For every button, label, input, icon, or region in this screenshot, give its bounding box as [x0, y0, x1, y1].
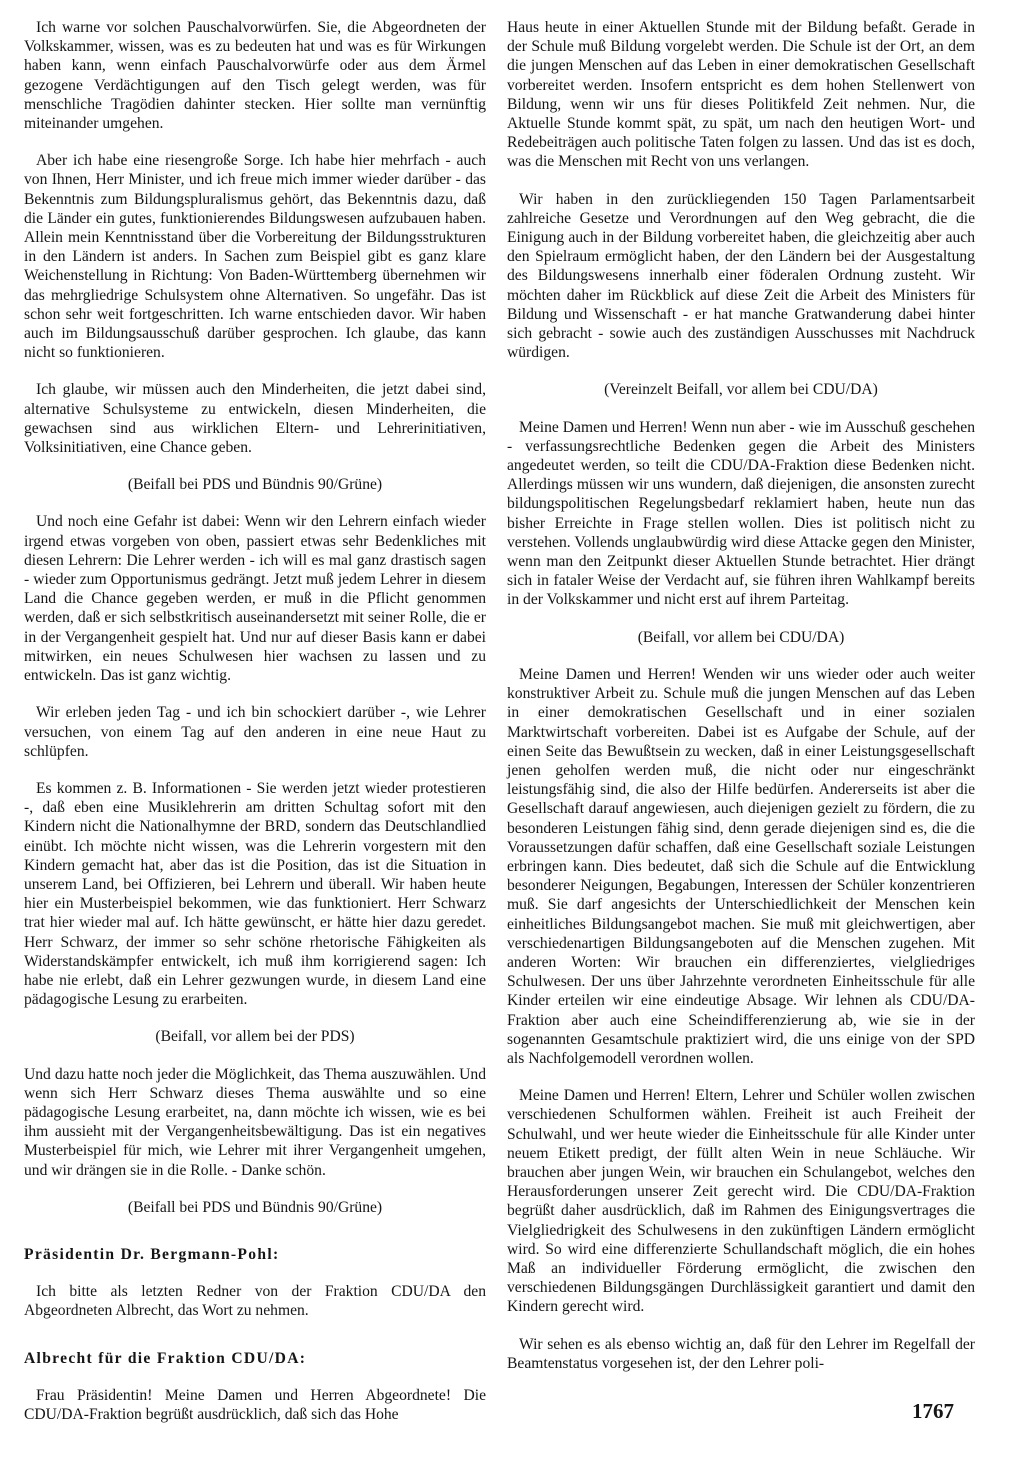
paragraph: Meine Damen und Herren! Eltern, Lehrer und Schüler wollen zwischen verschiedenen Schulformen wählen. Freiheit ist auch Freiheit der Schulwahl, und wer heute wieder die Einheitsschule für alle Kinder unter neuem Etikett predigt, der füllt alten Wein in neue Schläuche. Wir brauchen aber jungen Wein, wir brauchen ein Schulangebot, welches den Herausforderungen unserer Zeit gerecht wird. Die CDU/DA-Fraktion begrüßt daher ausdrücklich, daß im Rahmen des Einigungsvertrages die Vielgliedrigkeit des Schulwesens in den zukünftigen Ländern ermöglicht wird. So wird eine differenzierte Schullandschaft möglich, die ein hohes Maß an individueller Förderung ermöglicht, die zwischen den verschiedenen Bildungsgängen Durchlässigkeit garantiert und damit den Kindern gerecht wird.	[507, 1087, 975, 1316]
paragraph: Haus heute in einer Aktuellen Stunde mit der Bildung befaßt. Gerade in der Schule muß Bildung vorgelebt werden. Die Schule ist der Ort, an dem die jungen Menschen auf das Leben in einer demokratischen Gesellschaft vorbereitet werden. Insofern entspricht es dem hohen Stellenwert von Bildung, wenn wir uns für dieses Politikfeld Zeit nehmen. Nur, die Aktuelle Stunde kommt spät, zu spät, um nach den heutigen Wort- und Redebeiträgen auch politische Taten folgen zu lassen. Und das ist es doch, was die Menschen mit Recht von uns verlangen.	[507, 19, 975, 171]
paragraph: Meine Damen und Herren! Wenden wir uns wieder oder auch weiter konstruktiver Arbeit zu. Schule muß die jungen Menschen auf das Leben in einer demokratischen Gesellschaft und in einer sozialen Marktwirtschaft vorbereiten. Dabei ist es Aufgabe der Schule, auf der einen Seite das Bewußtsein zu wecken, daß in einer Leistungsgesellschaft jenen geholfen werden muß, die nicht oder nur eingeschränkt leistungsfähig sind, die also der Hilfe bedürfen. Andererseits ist aber die Gesellschaft darauf angewiesen, auch diejenigen gezielt zu fördern, die zu besonderen Leistungen fähig sind, denn gerade diejenigen sind es, die die Voraussetzungen dafür schaffen, daß eine Gesellschaft soziale Leistungen erbringen kann. Dies bedeutet, daß sich die Schule auf die Entwicklung besonderer Neigungen, Begabungen, Interessen der Schüler konzentrieren muß. Sie darf angesichts der Unterschiedlichkeit der Menschen kein einheitliches Bildungsangebot machen. Sie muß mit gleichwertigen, aber verschiedenartigen Bildungsangeboten auf die Menschen zugehen. Mit anderen Worten: Wir brauchen ein differenziertes, vielgliedriges Schulwesen. Der uns über Jahrzehnte verordneten Einheitsschule für alle Kinder erteilen wir eine eindeutige Absage. Wir lehnen als CDU/DA-Fraktion aber auch eine Scheindifferenzierung ab, wie sie in der sogenannten Gesamtschule praktiziert wird, die uns einige von der SPD als Nachfolgemodell verordnen wollen.	[507, 665, 975, 1067]
left-column	[24, 18, 486, 1442]
paragraph: Es kommen z. B. Informationen - Sie werden jetzt wieder protestieren -, daß eben eine Musiklehrerin am dritten Schultag sofort mit den Kindern nicht die Nationalhymne der BRD, sondern das Deutschlandlied einübt. Ich möchte nicht wissen, was die Lehrerin vorgestern mit den Kindern gemacht hat, aber das ist die Position, das ist die Situation in unserem Land, bei Offizieren, bei Lehrern und überall. Wir haben heute hier ein Musterbeispiel bekommen, wie das funktioniert. Herr Schwarz trat hier wieder mal auf. Ich hätte gewünscht, er hätte hier dazu geredet. Herr Schwarz, der immer so sehr schöne rhetorische Fähigkeiten als Widerstandskämpfer entwickelt, ich muß ihm korrigierend sagen: Ich habe nie erlebt, daß ein Lehrer gezwungen wurde, in diesem Land eine pädagogische Lesung zu erarbeiten.	[24, 779, 486, 1009]
paragraph: Und dazu hatte noch jeder die Möglichkeit, das Thema auszuwählen. Und wenn sich Herr Schwarz dieses Thema auswählte und so eine pädagogische Lesung erarbeitet, na, dann möchte ich wissen, wie es bei ihm aussieht mit der Vergangenheitsbewältigung. Das ist ein negatives Musterbeispiel für mich, wie Lehrer mit ihrer Vergangenheit umgehen, und wir drängen sie in die Rolle. - Danke schön.	[24, 1065, 486, 1179]
applause-note: (Beifall, vor allem bei der PDS)	[155, 1028, 355, 1046]
applause-note: (Beifall bei PDS und Bündnis 90/Grüne)	[127, 1198, 383, 1216]
paragraph: Frau Präsidentin! Meine Damen und Herren Abgeordnete! Die CDU/DA-Fraktion begrüßt ausdrücklich, daß sich das Hohe	[24, 1386, 486, 1423]
applause-note: (Beifall bei PDS und Bündnis 90/Grüne)	[127, 476, 383, 494]
right-column	[507, 18, 975, 1391]
paragraph: Wir haben in den zurückliegenden 150 Tagen Parlamentsarbeit zahlreiche Gesetze und Verordnungen auf den Weg gebracht, die die Einigung auch in der Bildung vorbereitet haben, die gleichzeitig aber auch den Spielraum ermöglicht haben, der den Ländern bei der Ausgestaltung des Bildungswesens innerhalb einer föderalen Ordnung zusteht. Wir möchten daher im Rückblick auf diese Zeit die Arbeit des Ministers für Bildung und Wissenschaft - er hat manche Gratwanderung dabei hinter sich gebracht - sowie auch des zuständigen Ausschusses mit Nachdruck würdigen.	[507, 190, 975, 362]
paragraph: Meine Damen und Herren! Wenn nun aber - wie im Ausschuß geschehen - verfassungsrechtliche Bedenken gegen die Arbeit des Ministers angedeutet werden, so teilt die CDU/DA-Fraktion diese Bedenken nicht. Allerdings müssen wir uns wundern, daß diejenigen, die ansonsten zurecht bildungspolitischen Regelungsbedarf reklamiert haben, heute nun das bisher Erreichte in Frage stellen wollen. Dies ist politisch nicht zu verstehen. Vollends unglaubwürdig wird diese Attacke gegen den Minister, wenn man den Zeitpunkt dieser Aktuellen Stunde betrachtet. Hier drängt sich in fataler Weise der Verdacht auf, sie führen ihren Wahlkampf bereits in der Volkskammer und nicht erst auf ihrem Parteitag.	[507, 418, 975, 609]
paragraph: Wir sehen es als ebenso wichtig an, daß für den Lehrer im Regelfall der Beamtenstatus vorgesehen ist, der den Lehrer poli-	[507, 1335, 975, 1372]
applause-note: (Beifall, vor allem bei CDU/DA)	[637, 628, 845, 646]
paragraph: Wir erleben jeden Tag - und ich bin schockiert darüber -, wie Lehrer versuchen, von einem Tag auf den anderen in eine neue Haut zu schlüpfen.	[24, 704, 486, 760]
paragraph: Ich warne vor solchen Pauschalvorwürfen. Sie, die Abgeordneten der Volkskammer, wissen, was es zu bedeuten hat und was es für Wirkungen haben kann, wenn einfach Pauschalvorwürfe oder aus dem Ärmel gezogene Verdächtigungen auf den Tisch gelegt werden, was für menschliche Tragödien dahinter stecken. Hier sollte man vernünftig miteinander umgehen.	[24, 19, 486, 133]
applause-note: (Vereinzelt Beifall, vor allem bei CDU/DA)	[604, 381, 878, 399]
paragraph: Und noch eine Gefahr ist dabei: Wenn wir den Lehrern einfach wieder irgend etwas vorgeben von oben, passiert etwas sehr Bedenkliches mit diesen Lehrern: Die Lehrer werden - ich will es mal ganz drastisch sagen - wieder zum Opportunismus gedrängt. Jetzt muß jedem Lehrer in diesem Land die Chance gegeben werden, er muß in die Pflicht genommen werden, daß er sich selbstkritisch auseinandersetzt mit seiner Rolle, die er in der Vergangenheit gespielt hat. Und nur auf dieser Basis kann er dabei mitwirken, ein neues Schulwesen hier wachsen zu lassen und zu entwickeln. Das ist ganz wichtig.	[24, 513, 486, 685]
paragraph: Aber ich habe eine riesengroße Sorge. Ich habe hier mehrfach - auch von Ihnen, Herr Minister, und ich freue mich immer wieder darüber - das Bekenntnis zum Bildungspluralismus gehört, das Bekenntnis dazu, daß die Länder ein gutes, funktionierendes Bildungswesen aufzubauen haben. Allein mein Kenntnisstand über die Vorbereitung der Bildungsstrukturen in den Ländern ist anders. In Sachen zum Beispiel gibt es ganz klare Weichenstellung in Richtung: Von Baden-Württemberg übernehmen wir das mehrgliedrige Schulsystem ohne Alternativen. So ungefähr. Das ist schon sehr weit fortgeschritten. Ich warne entschieden davor. Wir haben auch im Bildungsausschuß darüber gesprochen. Ich glaube, das kann nicht so funktionieren.	[24, 152, 486, 362]
paragraph: Ich bitte als letzten Redner von der Fraktion CDU/DA den Abgeordneten Albrecht, das Wort zu nehmen.	[24, 1283, 486, 1320]
paragraph: Ich glaube, wir müssen auch den Minderheiten, die jetzt dabei sind, alternative Schulsysteme zu entwickeln, diesen Minderheiten, die gewachsen sind aus wirklichen Eltern- und Lehrerinitiativen, Volksinitiativen, eine Chance geben.	[24, 381, 486, 457]
speaker-heading: Albrecht für die Fraktion CDU/DA:	[24, 1349, 307, 1367]
speaker-heading: Präsidentin Dr. Bergmann-Pohl:	[24, 1245, 280, 1263]
page-number: 1767	[912, 1399, 954, 1423]
